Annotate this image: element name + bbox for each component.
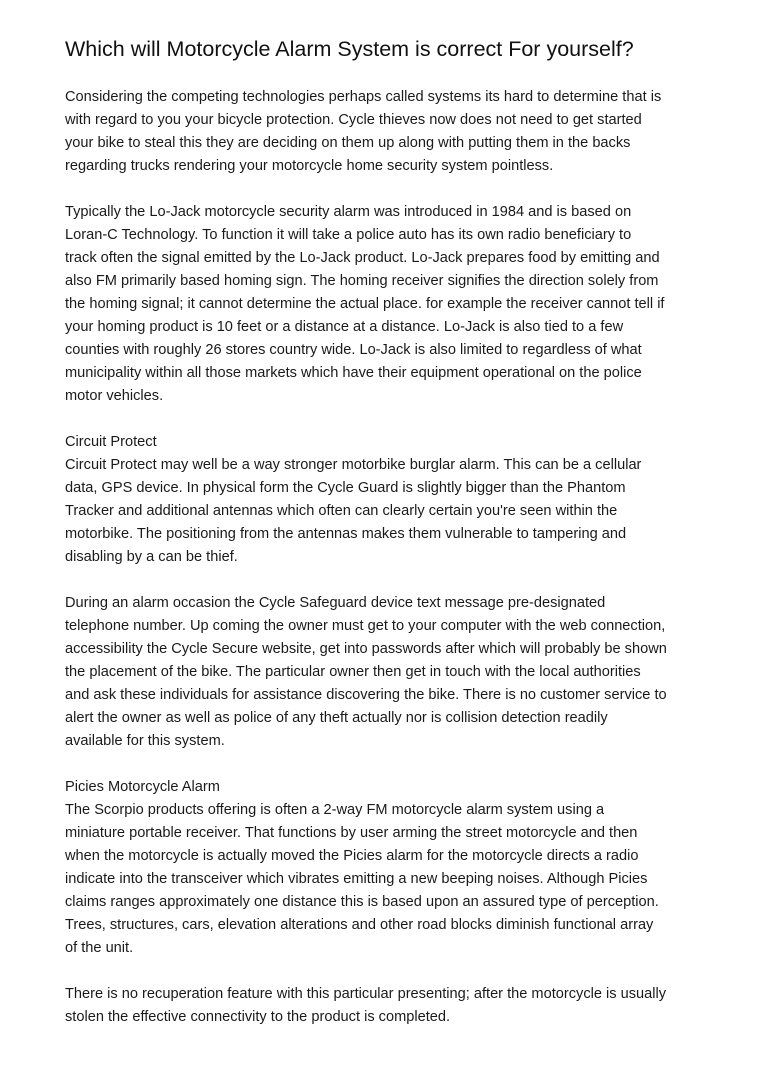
document-body: [65, 86, 708, 1029]
text-line: Circuit Protect may well be a way stronger motorbike burglar alarm. This can be a cellular: [65, 457, 642, 473]
text-line: available for this system.: [65, 733, 225, 749]
text-line: Trees, structures, cars, elevation alterations and other road blocks diminish functional array: [65, 917, 654, 933]
text-line: counties with roughly 26 stores country wide. Lo-Jack is also limited to regardless of what: [65, 342, 642, 358]
text-line: the homing signal; it cannot determine the actual place. for example the receiver cannot tell if: [65, 296, 665, 312]
text-line: Considering the competing technologies perhaps called systems its hard to determine that is: [65, 89, 662, 105]
text-line: miniature portable receiver. That functions by user arming the street motorcycle and then: [65, 825, 638, 841]
section-heading: Circuit Protect: [65, 434, 157, 450]
text-line: Loran-C Technology. To function it will take a police auto has its own radio beneficiary to: [65, 227, 632, 243]
text-line: motorbike. The positioning from the antennas makes them vulnerable to tampering and: [65, 526, 627, 542]
text-line: indicate into the transceiver which vibrates emitting a new beeping noises. Although Picies: [65, 871, 648, 887]
section-heading: Picies Motorcycle Alarm: [65, 779, 220, 795]
text-line: During an alarm occasion the Cycle Safeguard device text message pre-designated: [65, 595, 606, 611]
text-line: your bike to steal this they are deciding on them up along with putting them in the backs: [65, 135, 631, 151]
text-line: Typically the Lo-Jack motorcycle security alarm was introduced in 1984 and is based on: [65, 204, 632, 220]
paragraph-circuit-protect: [65, 431, 708, 569]
text-line: telephone number. Up coming the owner must get to your computer with the web connection,: [65, 618, 666, 634]
page-title: Which will Motorcycle Alarm System is correct For yourself?: [65, 37, 634, 61]
text-line: when the motorcycle is actually moved the Picies alarm for the motorcycle directs a radio: [65, 848, 639, 864]
text-line: stolen the effective connectivity to the product is completed.: [65, 1009, 451, 1025]
paragraph-intro: [65, 86, 708, 178]
text-line: The Scorpio products offering is often a 2-way FM motorcycle alarm system using a: [65, 802, 605, 818]
text-line: disabling by a can be thief.: [65, 549, 238, 565]
paragraph-lojack: [65, 201, 708, 408]
text-line: regarding trucks rendering your motorcycle home security system pointless.: [65, 158, 554, 174]
text-line: motor vehicles.: [65, 388, 164, 404]
text-line: municipality within all those markets which have their equipment operational on the police: [65, 365, 642, 381]
text-line: data, GPS device. In physical form the Cycle Guard is slightly bigger than the Phantom: [65, 480, 626, 496]
text-line: the placement of the bike. The particular owner then get in touch with the local authorities: [65, 664, 641, 680]
text-line: track often the signal emitted by the Lo-Jack product. Lo-Jack prepares food by emitting and: [65, 250, 660, 266]
paragraph-alarm-occasion: [65, 592, 708, 753]
text-line: claims ranges approximately one distance this is based upon an assured type of perception.: [65, 894, 659, 910]
text-line: Tracker and additional antennas which often can clearly certain you're seen within the: [65, 503, 618, 519]
text-line: There is no recuperation feature with this particular presenting; after the motorcycle is usually: [65, 986, 667, 1002]
text-line: with regard to you your bicycle protection. Cycle thieves now does not need to get started: [65, 112, 642, 128]
text-line: alert the owner as well as police of any theft actually nor is collision detection readily: [65, 710, 608, 726]
text-line: and ask these individuals for assistance discovering the bike. There is no customer service to: [65, 687, 667, 703]
text-line: your homing product is 10 feet or a distance at a distance. Lo-Jack is also tied to a few: [65, 319, 624, 335]
text-line: accessibility the Cycle Secure website, get into passwords after which will probably be shown: [65, 641, 667, 657]
text-line: of the unit.: [65, 940, 134, 956]
text-line: also FM primarily based homing sign. The homing receiver signifies the direction solely from: [65, 273, 659, 289]
paragraph-recuperation: [65, 983, 708, 1029]
paragraph-picies: [65, 776, 708, 960]
